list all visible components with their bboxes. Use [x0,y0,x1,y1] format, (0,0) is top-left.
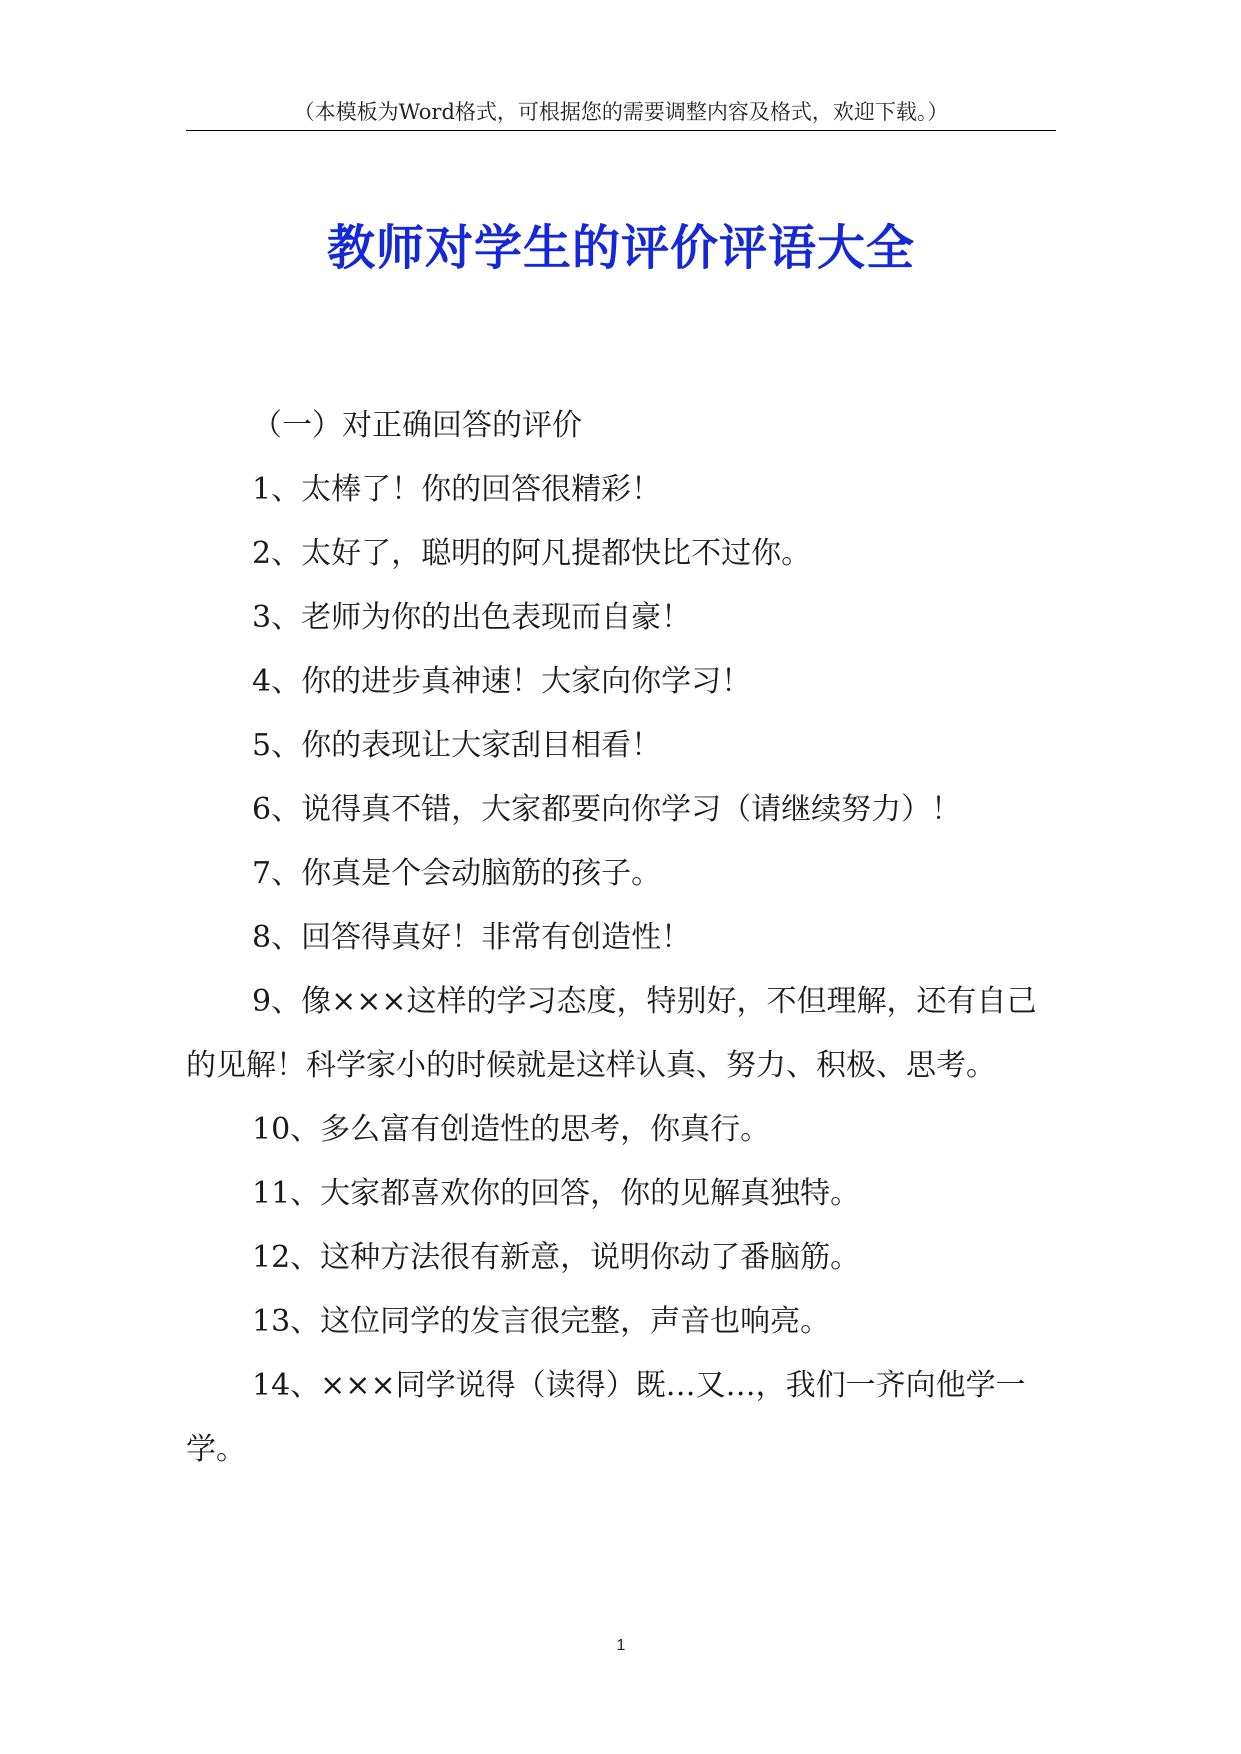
document-body [186,394,1056,1482]
header-note: （本模板为Word格式，可根据您的需要调整内容及格式，欢迎下载。） [293,100,949,124]
section-heading: （一）对正确回答的评价 [252,408,582,443]
list-item: 5、你的表现让大家刮目相看！ [252,728,662,763]
list-item: 10、多么富有创造性的思考，你真行。 [252,1112,771,1147]
document-title: 教师对学生的评价评语大全 [326,220,915,276]
list-item: 14、×××同学说得（读得）既…又…，我们一齐向他学一学。 [186,1368,1026,1467]
list-item: 4、你的进步真神速！大家向你学习！ [252,664,752,699]
page-number: 1 [616,1637,626,1654]
list-item: 6、说得真不错，大家都要向你学习（请继续努力）！ [252,792,962,827]
list-item: 13、这位同学的发言很完整，声音也响亮。 [252,1304,831,1339]
list-item: 2、太好了，聪明的阿凡提都快比不过你。 [252,536,812,571]
list-item: 12、这种方法很有新意，说明你动了番脑筋。 [252,1240,861,1275]
list-item: 7、你真是个会动脑筋的孩子。 [252,856,662,891]
header-divider [186,130,1056,131]
list-item: 9、像×××这样的学习态度，特别好，不但理解，还有自己的见解！科学家小的时候就是这样认真、努力、积极、思考。 [186,984,1037,1083]
list-item: 11、大家都喜欢你的回答，你的见解真独特。 [252,1176,861,1211]
list-item: 1、太棒了！你的回答很精彩！ [252,472,662,507]
list-item: 8、回答得真好！非常有创造性！ [252,920,692,955]
list-item: 3、老师为你的出色表现而自豪！ [252,600,692,635]
